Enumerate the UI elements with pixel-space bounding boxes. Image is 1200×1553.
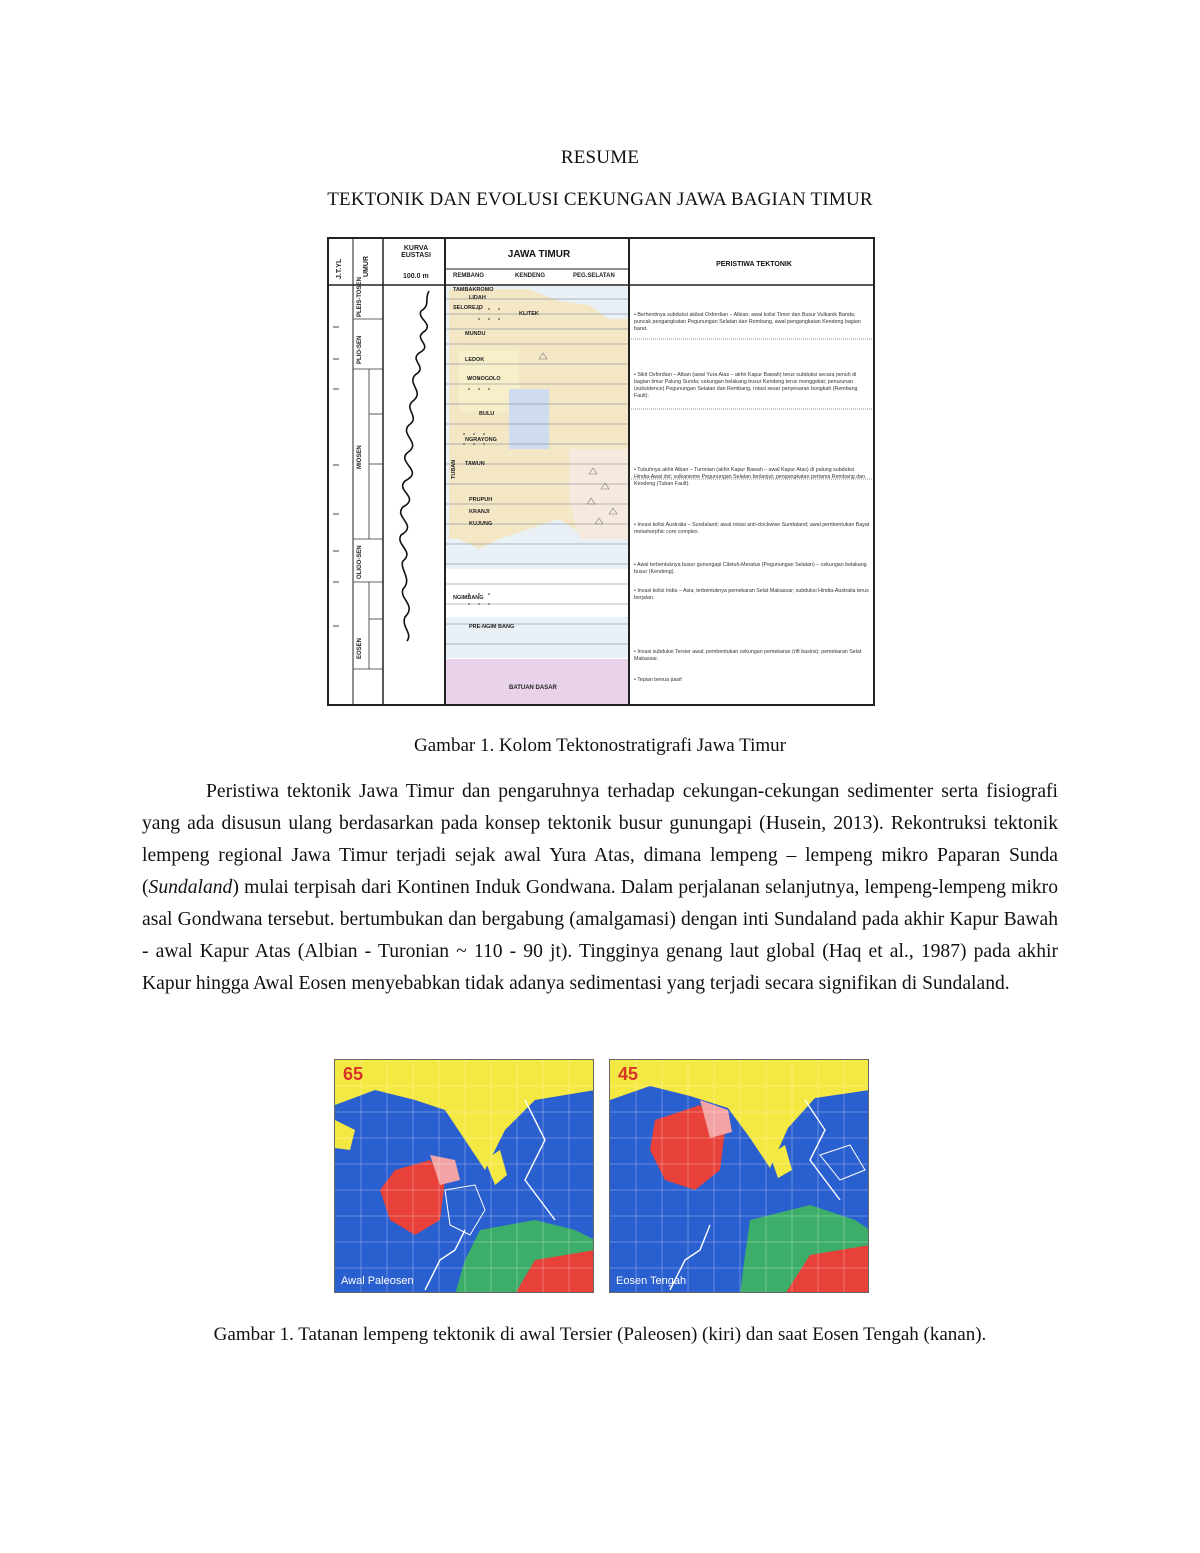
event-item: • Invasi subduksi Tersier awal; pembentukan cekungan pemekaran (rift basins); pemekaran Selat Makassar.: [634, 649, 862, 662]
formation-ngimbang: NGIMBANG: [453, 595, 484, 601]
event-item: • Sikit Oxfordian – Alban (awal Yura Atas – akhir Kapur Bawah) terus subduksi secara penuh di bagian timur Palung Sunda; cekungan belakang busur Kendeng terus menggeliat; penurunan (subsidence) Pegunungan Selatan dan Rembang, rotasi sesar penyesaran bongkah (Rembang Fault).: [634, 372, 858, 399]
formation-prupuh: PRUPUH: [469, 497, 493, 503]
col-header-jtyl: J.T.YL: [336, 258, 343, 279]
map-paleosen: [334, 1059, 594, 1293]
col-header-umur: UMUR: [363, 256, 370, 277]
formation-tuban: TUBAN: [451, 459, 457, 479]
epoch-pliosen: PLIO-SEN: [357, 335, 363, 364]
paragraph-italic-term: Sundaland: [148, 877, 233, 898]
event-item: • Invasi kolisi Australia – Sundaland; awal rotasi anti-clockwise Sundaland; awal pembentukan Bayat metamorphic core complex.: [634, 522, 870, 535]
map-paleosen-drawing: [335, 1060, 594, 1293]
map-age-label: 65: [343, 1064, 364, 1084]
paragraph-text-part: ) mulai terpisah dari Kontinen Induk Gondwana. Dalam perjalanan selanjutnya, lempeng-lempeng mikro asal Gondwana tersebut. bertumbukan dan bergabung (amalgamasi) dengan inti Sundaland pada akhir Kapur Bawah - awal Kapur Atas (Albian - Turonian ~ 110 - 90 jt). Tingginya genang laut global (Haq et al., 1987) pada akhir Kapur hingga Awal Eosen menyebabkan tidak adanya sedimentasi yang terjadi secara signifikan di Sundaland.: [142, 877, 1058, 994]
sub-region-kendeng: KENDENG: [515, 273, 546, 279]
formation-wonocolo: WONOCOLO: [467, 376, 501, 382]
curve-scale: 100.0 m: [403, 273, 429, 280]
epoch-oligosen: OLIGO-SEN: [357, 545, 363, 579]
map-epoch-label: Awal Paleosen: [341, 1275, 414, 1287]
sub-region-peg-selatan: PEG.SELATAN: [573, 273, 615, 279]
formation-ledok: LEDOK: [465, 357, 485, 363]
map-eosen-tengah: [609, 1059, 869, 1293]
formation-mundu: MUNDU: [465, 331, 486, 337]
formation-bulu: BULU: [479, 411, 495, 417]
event-item: • Invasi kolisi India – Asia; terbentuknya pemekaran Selat Makassar; subduksi Hindia-Australia terus berjalan.: [634, 588, 869, 601]
event-item: • Berhentinya subduksi akibat Oxfordian – Albian; awal kolisi Timor dan Busur Vulkanik Banda; puncak pengangkatan Pegunungan Selatan dan Rembang, awal pengangkatan Kendeng bagian barat.: [634, 312, 861, 332]
map-eosen-drawing: [610, 1060, 869, 1293]
document-subtitle: TEKTONIK DAN EVOLUSI CEKUNGAN JAWA BAGIAN TIMUR: [327, 189, 873, 210]
col-header-peristiwa: PERISTIWA TEKTONIK: [716, 261, 792, 268]
figure1-caption: Gambar 1. Kolom Tektonostratigrafi Jawa Timur: [414, 735, 786, 756]
map-epoch-label: Eosen Tengah: [616, 1275, 687, 1287]
formation-ngrayong: NGRAYONG: [465, 437, 497, 443]
epoch-miosen: MIOSEN: [357, 445, 363, 469]
formation-pre-ngimbang: PRE-NGIM BANG: [469, 624, 515, 630]
event-item: • Tepian benua pasif: [634, 677, 682, 683]
map-age-label: 45: [618, 1064, 639, 1084]
formation-selorejo: SELOREJO: [453, 305, 483, 311]
formation-tawun: TAWUN: [465, 461, 485, 467]
paragraph-text-part: Peristiwa tektonik Jawa Timur dan pengaruhnya terhadap cekungan-cekungan sedimenter serta fisiografi yang ada disusun ulang berdasarkan pada konsep tektonik busur gunungapi (Husein, 2013). Rekontruksi tektonik lempeng regional Jawa Timur terjadi sejak awal Yura Atas, dimana lempeng – lempeng mikro Paparan Sunda (: [142, 781, 1058, 898]
event-item: • Awal terbentuknya busur gunungapi Ciletuh-Meratus (Pegunungan Selatan) – cekungan belakang busur (Kendeng).: [634, 562, 867, 575]
formation-lidah: LIDAH: [469, 295, 486, 301]
epoch-pleistosen: PLEIS-TOSEN: [357, 277, 363, 317]
epoch-eosen: EOSEN: [357, 637, 363, 659]
figure2-caption: Gambar 1. Tatanan lempeng tektonik di awal Tersier (Paleosen) (kiri) dan saat Eosen Tengah (kanan).: [213, 1324, 987, 1345]
formation-kranji: KRANJI: [469, 509, 490, 515]
formation-klitek: KLITEK: [519, 311, 539, 317]
col-header-jawa-timur: JAWA TIMUR: [507, 249, 571, 260]
body-paragraph: [142, 776, 1058, 1000]
event-item: • Tubuhnya akhir Alban – Turonian (akhir Kapur Bawah – awal Kapur Atas) di palung subduksi Hindia-Awal dst; vulkanisme Pegunungan Selatan berlanjut; pengangkatan pertama Rembang dan Kendeng (Tuban Fault).: [634, 467, 866, 487]
formation-batuan-dasar: BATUAN DASAR: [509, 685, 557, 691]
sub-region-rembang: REMBANG: [453, 273, 484, 279]
document-title: RESUME: [560, 147, 640, 168]
formation-kujung: KUJUNG: [469, 521, 493, 527]
formation-tambakromo: TAMBAKROMO: [453, 287, 494, 293]
col-header-kurva: KURVA EUSTASI: [401, 245, 431, 259]
stratigraphy-figure: [327, 237, 875, 706]
